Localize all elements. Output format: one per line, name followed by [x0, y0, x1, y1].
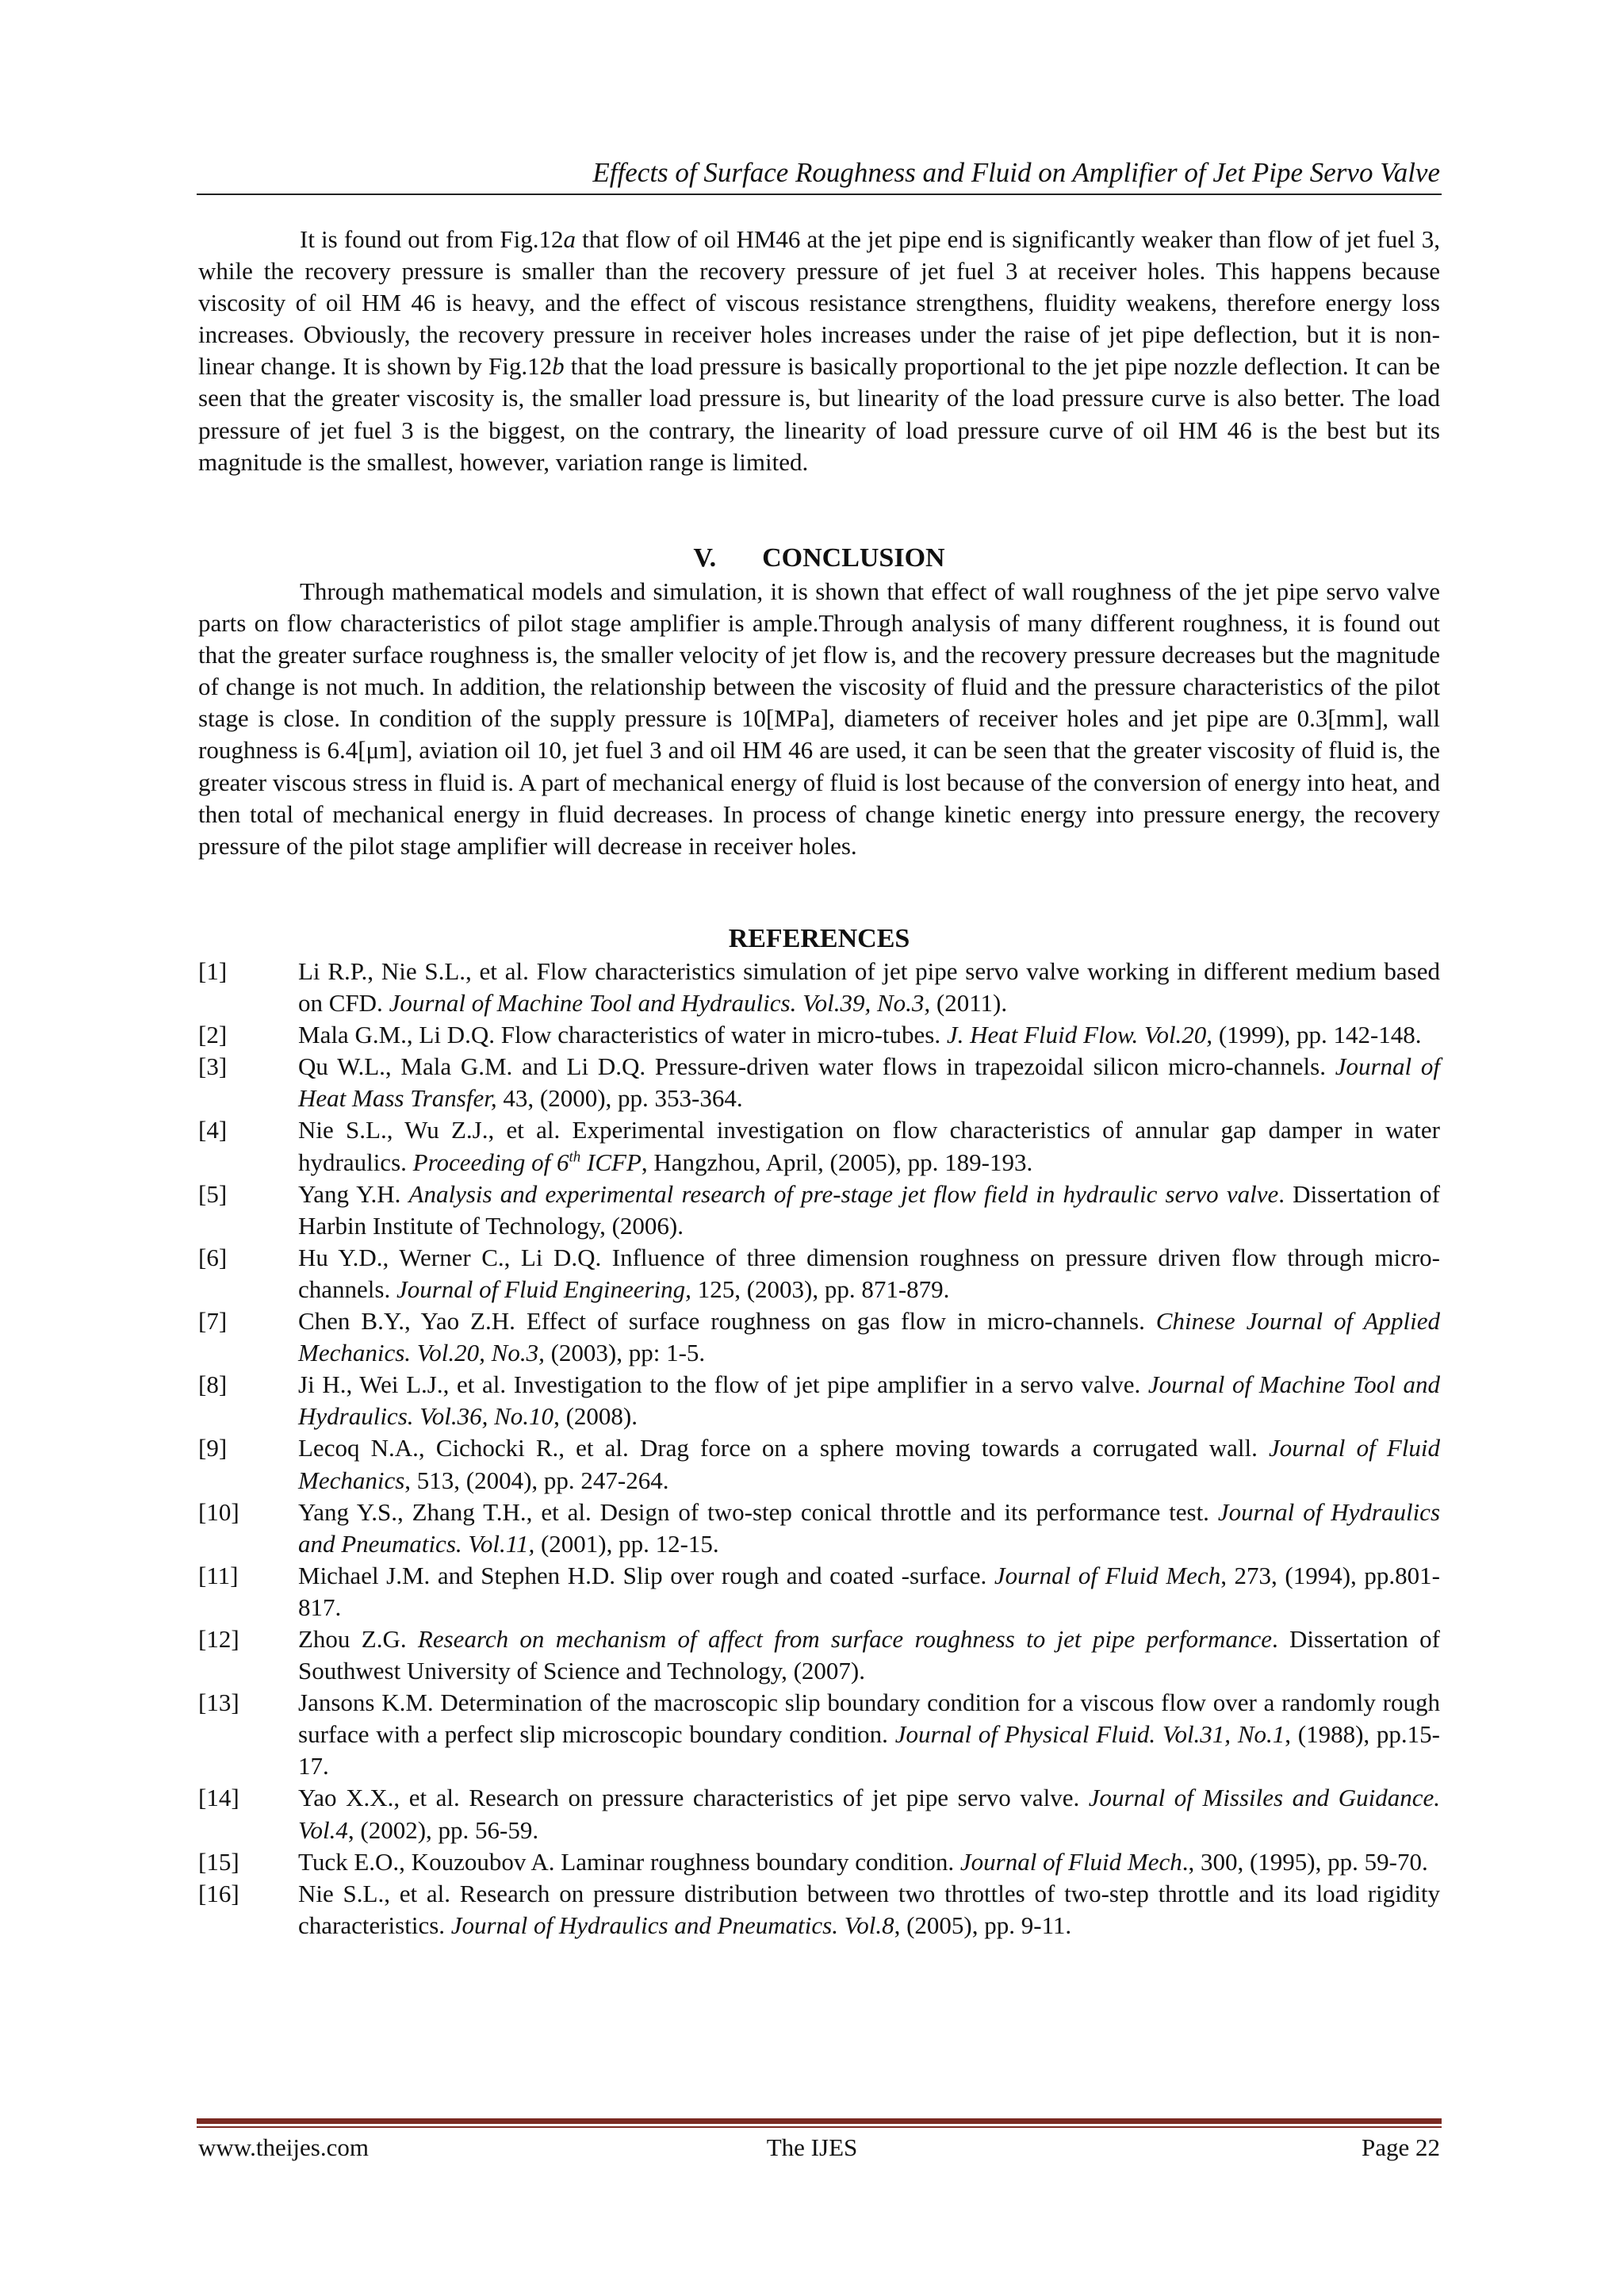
reference-item: [198, 1846, 1440, 1878]
section-title: CONCLUSION: [762, 543, 945, 573]
reference-number: [3]: [198, 1052, 228, 1081]
footer-rule-thin: [197, 2126, 1442, 2128]
reference-item: [198, 1051, 1440, 1114]
reference-authors-title: Nie S.L., Wu Z.J., et al. Experimental investigation on flow characteristics of annular gap damper in water hydraulics.: [298, 1116, 1440, 1176]
reference-item: [198, 1179, 1440, 1242]
reference-number: [12]: [198, 1624, 239, 1653]
reference-authors-title: Yang Y.H.: [298, 1179, 409, 1208]
reference-number: [8]: [198, 1370, 228, 1399]
reference-superscript: th: [569, 1148, 581, 1166]
reference-number: [15]: [198, 1847, 239, 1876]
reference-authors-title: Hu Y.D., Werner C., Li D.Q. Influence of three dimension roughness on pressure driven flow through micro-channels.: [298, 1243, 1440, 1303]
section-number: V.: [693, 543, 717, 573]
reference-source: Journal of Fluid Mechanics: [298, 1434, 1440, 1494]
p1-fig-b: b: [552, 352, 565, 381]
reference-source: Journal of Fluid Mech: [994, 1561, 1221, 1589]
reference-authors-title: Yao X.X., et al. Research on pressure characteristics of jet pipe servo valve.: [298, 1784, 1089, 1812]
reference-item: [198, 1369, 1440, 1432]
reference-source: Journal of Physical Fluid. Vol.31, No.1: [894, 1720, 1285, 1749]
header-rule: [197, 194, 1442, 195]
reference-details: , (2008).: [553, 1402, 638, 1431]
conclusion-paragraph: Through mathematical models and simulation, it is shown that effect of wall roughness of the jet pipe servo valve parts on flow characteristics of pilot stage amplifier is ample.Through analysis of many different roughness, it is found out that the greater surface roughness is, the smaller velocity of jet flow is, and the recovery pressure decreases but the magnitude of change is not much. In addition, the relationship between the viscosity of fluid and the pressure characteristics of the pilot stage is close. In condition of the supply pressure is 10[MPa], diameters of receiver holes and jet pipe are 0.3[mm], wall roughness is 6.4[μm], aviation oil 10, jet fuel 3 and oil HM 46 are used, it can be seen that the greater viscosity of fluid is, the greater viscous stress in fluid is. A part of mechanical energy of fluid is lost because of the conversion of energy into heat, and then total of mechanical energy in fluid decreases. In process of change kinetic energy into pressure energy, the recovery pressure of the pilot stage amplifier will decrease in receiver holes.: [198, 577, 1440, 860]
reference-authors-title: Li R.P., Nie S.L., et al. Flow characteristics simulation of jet pipe servo valve working in different medium based on CFD.: [298, 957, 1440, 1018]
reference-number: [4]: [198, 1116, 228, 1144]
reference-authors-title: Zhou Z.G.: [298, 1624, 418, 1653]
reference-number: [14]: [198, 1784, 239, 1812]
page-number: Page 22: [1361, 2133, 1440, 2161]
reference-source: Journal of Fluid Mech: [959, 1847, 1182, 1876]
reference-item: [198, 1114, 1440, 1178]
reference-authors-title: Tuck E.O., Kouzoubov A. Laminar roughness boundary condition.: [298, 1847, 960, 1876]
p1-fig-a: a: [563, 225, 576, 253]
reference-authors-title: Lecoq N.A., Cichocki R., et al. Drag force on a sphere moving towards a corrugated wall.: [298, 1434, 1269, 1462]
reference-source: Journal of Machine Tool and Hydraulics. Vol.36, No.10: [298, 1370, 1441, 1431]
p1-text-a: It is found out from Fig.12: [300, 225, 564, 253]
reference-item: [198, 1305, 1440, 1369]
reference-item: [198, 1687, 1440, 1782]
conclusion-heading: [198, 542, 1440, 574]
reference-details: , (2005), pp. 9-11.: [894, 1911, 1072, 1939]
reference-authors-title: Michael J.M. and Stephen H.D. Slip over rough and coated -surface.: [298, 1561, 994, 1589]
reference-item: [198, 1782, 1440, 1846]
reference-details: , 273, (1994), pp.801-817.: [298, 1561, 1440, 1621]
reference-number: [1]: [198, 957, 228, 985]
reference-item: [198, 1623, 1440, 1687]
footer-rule-thick: [197, 2118, 1442, 2124]
reference-details: 43, (2000), pp. 353-364.: [496, 1084, 743, 1113]
reference-source: Research on mechanism of affect from surface roughness to jet pipe performance: [417, 1624, 1272, 1653]
reference-authors-title: Nie S.L., et al. Research on pressure distribution between two throttles of two-step throttle and its load rigidity characteristics.: [298, 1879, 1440, 1939]
footer-journal: The IJES: [766, 2133, 858, 2161]
reference-details: , Hangzhou, April, (2005), pp. 189-193.: [641, 1148, 1033, 1176]
reference-item: [198, 956, 1440, 1019]
reference-details: 125, (2003), pp. 871-879.: [691, 1274, 950, 1303]
reference-source: J. Heat Fluid Flow. Vol.20,: [946, 1021, 1213, 1049]
p1-text-c: that the load pressure is basically proportional to the jet pipe nozzle deflection. It can be seen that the greater viscosity is, the smaller load pressure is, but linearity of the load pressure curve is also better. The load pressure of jet fuel 3 is the biggest, on the contrary, the linearity of load pressure curve of oil HM 46 is the best but its magnitude is the smallest, however, variation range is limited.: [198, 352, 1440, 476]
reference-list: [198, 956, 1440, 1941]
reference-details: . Dissertation of Southwest University of Science and Technology, (2007).: [298, 1624, 1440, 1685]
reference-details: (2003), pp: 1-5.: [544, 1339, 706, 1367]
reference-source: Proceeding of 6: [412, 1148, 569, 1176]
reference-number: [6]: [198, 1243, 228, 1271]
footer-website[interactable]: www.theijes.com: [198, 2133, 369, 2161]
reference-authors-title: Qu W.L., Mala G.M. and Li D.Q. Pressure-driven water flows in trapezoidal silicon micro-channels.: [298, 1052, 1335, 1081]
reference-source: Chinese Journal of Applied Mechanics. Vol.20, No.3,: [298, 1307, 1440, 1367]
reference-number: [11]: [198, 1561, 239, 1589]
running-title: Effects of Surface Roughness and Fluid on Amplifier of Jet Pipe Servo Valve: [592, 157, 1440, 188]
reference-number: [16]: [198, 1879, 239, 1907]
reference-number: [2]: [198, 1021, 228, 1049]
reference-number: [5]: [198, 1179, 228, 1208]
reference-item: [198, 1497, 1440, 1560]
reference-details: , (2002), pp. 56-59.: [347, 1815, 539, 1844]
reference-source-cont: ICFP: [580, 1148, 642, 1176]
reference-number: [10]: [198, 1497, 239, 1526]
reference-authors-title: Ji H., Wei L.J., et al. Investigation to the flow of jet pipe amplifier in a servo valve.: [298, 1370, 1148, 1399]
reference-details: ., 300, (1995), pp. 59-70.: [1182, 1847, 1428, 1876]
reference-item: [198, 1878, 1440, 1941]
reference-details: . Dissertation of Harbin Institute of Technology, (2006).: [298, 1179, 1440, 1240]
reference-details: (1999), pp. 142-148.: [1212, 1021, 1422, 1049]
references-heading: REFERENCES: [728, 924, 910, 953]
p1-text-b: that flow of oil HM46 at the jet pipe end is significantly weaker than flow of jet fuel 3, while the recovery pressure is smaller than the recovery pressure of jet fuel 3 at receiver holes. This happens because viscosity of oil HM 46 is heavy, and the effect of viscous resistance strengthens, fluidity weakens, therefore energy loss increases. Obviously, the recovery pressure in receiver holes increases under the raise of jet pipe deflection, but it is non-linear change. It is shown by Fig.12: [198, 225, 1440, 381]
reference-item: [198, 1560, 1440, 1623]
reference-source: Journal of Fluid Engineering,: [396, 1274, 691, 1303]
reference-source: Journal of Machine Tool and Hydraulics. Vol.39, No.3,: [389, 989, 931, 1018]
reference-details: (2001), pp. 12-15.: [534, 1529, 719, 1558]
reference-details: (2011).: [930, 989, 1008, 1018]
reference-source: Analysis and experimental research of pre-stage jet flow field in hydraulic servo valve: [408, 1179, 1279, 1208]
reference-details: , 513, (2004), pp. 247-264.: [404, 1466, 669, 1494]
reference-item: [198, 1242, 1440, 1305]
reference-authors-title: Mala G.M., Li D.Q. Flow characteristics of water in micro-tubes.: [298, 1021, 947, 1049]
results-paragraph: [198, 224, 1440, 478]
reference-number: [7]: [198, 1307, 228, 1336]
reference-source: Journal of Heat Mass Transfer,: [298, 1052, 1440, 1113]
reference-number: [13]: [198, 1688, 239, 1717]
reference-authors-title: Jansons K.M. Determination of the macroscopic slip boundary condition for a viscous flow over a randomly rough surface with a perfect slip microscopic boundary condition.: [298, 1688, 1440, 1749]
reference-item: [198, 1019, 1440, 1051]
reference-source: Journal of Hydraulics and Pneumatics. Vol.8: [450, 1911, 894, 1939]
reference-source: Journal of Missiles and Guidance. Vol.4: [298, 1784, 1440, 1844]
reference-authors-title: Chen B.Y., Yao Z.H. Effect of surface roughness on gas flow in micro-channels.: [298, 1307, 1156, 1336]
reference-details: , (1988), pp.15-17.: [298, 1720, 1440, 1780]
reference-number: [9]: [198, 1434, 228, 1462]
reference-authors-title: Yang Y.S., Zhang T.H., et al. Design of two-step conical throttle and its performance test.: [298, 1497, 1218, 1526]
reference-item: [198, 1432, 1440, 1496]
reference-source: Journal of Hydraulics and Pneumatics. Vol.11,: [298, 1497, 1441, 1558]
